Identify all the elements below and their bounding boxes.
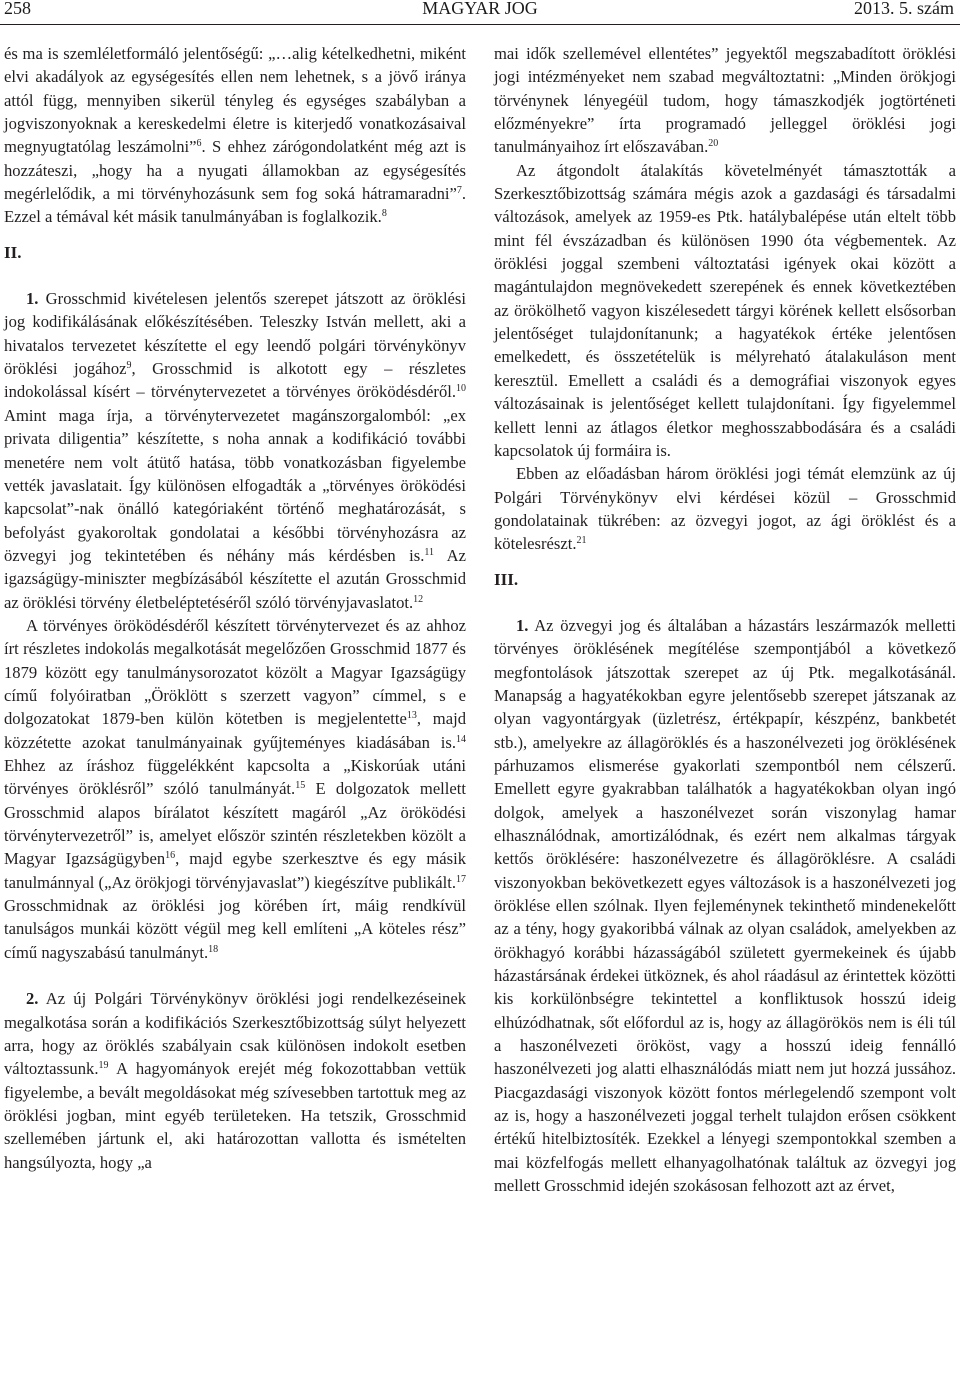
page-number: 258 <box>4 0 31 18</box>
footnote-ref: 15 <box>295 780 306 792</box>
left-column <box>4 42 466 1174</box>
footnote-ref: 14 <box>456 733 466 745</box>
footnote-ref: 13 <box>406 710 417 722</box>
right-column <box>494 42 956 1198</box>
paragraph-transformation: Az átgondolt átalakítás követelményét támasztották a Szerkesztőbizottság számára mégis azok a gazdasági és társadalmi változások, amelyek az 1959-es Ptk. hatálybalépése után eltelt több mint fél évszázadban és különösen 1990 óta végbementek. Az öröklési joggal szembeni változtatási igények okai között a magántulajdon megnövekedett szerepének és ennek következtében az örökölhető vagyon kiszélesedett tárgyi körének kellett elsősorban jelentőséget tulajdonítanunk; a hagyatékok értéke jelentősen emelkedett, és összetételük is mélyreható átalakuláson ment keresztül. Emellett a családi és a demográfiai viszonyok egyes változásainak is jelentőséget kellett tulajdonítani. Így figyelemmel kellett lenni az átlagos életkor meghosszabbodására és a családi kapcsolatok új formáira is. <box>494 160 956 460</box>
footnote-ref: 19 <box>98 1060 109 1072</box>
footnote-ref: 6 <box>196 138 202 150</box>
section-heading-iii: III. <box>494 569 519 589</box>
page-header <box>0 0 960 24</box>
header-rule <box>0 24 960 25</box>
footnote-ref: 17 <box>456 873 466 885</box>
footnote-ref: 8 <box>381 208 387 220</box>
section-heading-ii: II. <box>4 242 22 262</box>
journal-title: MAGYAR JOG <box>422 0 538 18</box>
footnote-ref: 10 <box>456 383 466 395</box>
paragraph-iii-1: 1. Az özvegyi jog és általában a házastárs leszármazók melletti törvényes öröklésének megítélése szempontjából a következő megfontolások játszottak szerepet az új Ptk. megalkotásánál. Manapság a hagyatékokban egyre jelentősebb szerepet játszanak az olyan vagyontárgyak (üzletrész, értékpapír, készpénz, bankbetét stb.), amelyekre az állagöröklés és a haszonélvezeti jog öröklésének párhuzamos elismerése gyakorlati szempontból nem célszerű. Emellett egyre gyakrabban találhatók a hagyatékokban olyan ingó dolgok, amelyek a haszonélvezet során viszonylag hamar elhasználódnak, amortizálódnak, és ezért nem alkalmas tárgyak kettős öröklésére: haszonélvezetre és állagöröklésre. A családi viszonyokban bekövetkezett egyes változások is a haszonélvezeti jog öröklése ellen szólnak. Ilyen fejleménynek tekinthető mindenekelőtt az a tény, hogy gyakoribbá válnak az olyan családok, amelyekben az örökhagyó korábbi házasságából született gyermekeinek és újabb házastársának érdekei ütköznek, és ahol ráadásul az érintettek közötti kis korkülönbségre tekintettel a konfliktusok hosszú ideig elhúzódhatnak, sőt előfordul az is, hogy az állagörökös nem is éli túl a haszonélvezeti örököst, vagy a hosszú ideig fennálló haszonélvezeti jog alatti elhasználódás miatt nem jut hozzá jussához. Piacgazdasági viszonyok között fontos mérlegelendő szempont volt az is, hogy a haszonélvezeti joggal terhelt tulajdon erősen csökkent értékű hitelbiztosíték. Ezekkel a lényegi szempontokkal szemben a mai közfelfogás mellett elhanyagolhatónak találtuk az özvegyi jog mellett Grosschmid idején szokásosan felhozott azt az érvet, <box>494 615 956 1196</box>
paragraph-ii-1b: A törvényes öröködésdéről készített törvénytervezet és az ahhoz írt részletes indokolás megalkotását megelőzően Grosschmid 1877 és 1879 között egy tanulmánysorozatot közölt a Magyar Igazságügy című folyóiratban „Öröklött s szerzett vagyon” címmel, s e dolgozatokat 1879-ben külön kötetben is megjelentette$^{13}$, majd közzétette azokat tanulmányainak gyűjteményes kiadásában is.$^{14}$ Ehhez az íráshoz függelékként kapcsolta a „Kiskorúak utáni törvényes öröklésről” szóló tanulmányát.$^{15}$ E dolgozatok mellett Grosschmid alapos bírálatot készített magáról „Az öröködési törvénytervezetről” is, amelyet először szintén részletekben közölt a Magyar Igazságügyben$^{16}$, majd egybe szerkesztve és egy másik tanulmánnyal („Az örökjogi törvényjavaslat”) kiegészítve publikált.$^{17}$ Grosschmidnak az öröklési jog körében írt, máig rendkívül tanulságos munkái között végül meg kell említeni „A köteles rész” című nagyszabású tanulmányt.$^{18}$ <box>4 615 466 962</box>
footnote-ref: 16 <box>165 850 176 862</box>
footnote-ref: 20 <box>708 138 719 150</box>
issue-label: 2013. 5. szám <box>854 0 954 18</box>
paragraph-ii-1: 1. Grosschmid kivételesen jelentős szerepet játszott az öröklési jog kodifikálásának előkészítésében. Teleszky István mellett, aki a hivatalos tervezetet készítette el egy leendő polgári törvénykönyv öröklési jogához$^9$, Grosschmid is alkotott egy – részletes indokolással kísért – törvénytervezetet a törvényes öröködésdéről.$^{10}$ Amint maga írja, a törvénytervezetet magánszorgalomból: „ex privata diligentia” készítette, s noha annak a kodifikáció további menetére nem volt átütő hatása, több vonatkozásban figyelembe vették javaslatait. Így különösen elfogadták a „törvényes öröködési kapcsolat”-nak önálló kategóriaként történő meghatározását, s befolyást gyakoroltak gondolatai a későbbi törvényhozásra az özvegyi jog tekintetében és néhány más kérdésben is.$^{11}$ Az igazságügy-miniszter megbízásából készítette el azután Grosschmid az öröklési törvény életbeléptetéséről szóló törvényjavaslatot.$^{12}$ <box>4 289 466 612</box>
paragraph-topics: Ebben az előadásban három öröklési jogi témát elemzünk az új Polgári Törvénykönyv elvi kérdései közül – Grosschmid gondolatainak tükrében: az özvegyi jogot, az ági öröklést és a kötelesrészt.$^{21}$ <box>494 464 956 554</box>
footnote-ref: 12 <box>413 593 424 605</box>
paragraph-intro: és ma is szemléletformáló jelentőségű: „…alig kételkedhetni, miként elvi akadályok az egységesítés ellen nem lehetnek, s a jövő iránya attól függ, mennyiben sikerül tényleg és egységes szabályban a jogviszonyoknak a kereskedelmi életre is kiterjedő vonatkozásaival megnyugtatólag leszámolni”$^6$. S ehhez zárógondolatként még azt is hozzáteszi, „hogy ha a nyugati államokban az egységesítés megérlelődik, a mi törvényhozásunk sem fog soká hátramaradni”$^7$. Ezzel a témával két másik tanulmányában is foglalkozik.$^8$ <box>4 44 466 227</box>
footnote-ref: 18 <box>208 943 219 955</box>
footnote-ref: 9 <box>126 360 132 372</box>
footnote-ref: 21 <box>576 535 587 547</box>
paragraph-continued: mai idők szellemével ellentétes” jegyektől megszabadított öröklési jogi intézményeket nem szabad megváltoztatni: „Minden örökjogi törvénynek lényegéül tudom, hogy támaszkodjék jogtörténeti előzményekre” írta programadó jelleggel öröklési jogi tanulmányaihoz írt előszavában.$^{20}$ <box>494 44 956 157</box>
paragraph-ii-2: 2. Az új Polgári Törvénykönyv öröklési jogi rendelkezéseinek megalkotása során a kodifikációs Szerkesztőbizottság súlyt helyezett arra, hogy az öröklés szabályain csak különösen indokolt esetben változtassunk.$^{19}$ A hagyományok erejét még fokozottabban vettük figyelembe, a bevált megoldásokat még szívesebben tartottuk meg az öröklési jogban, mint egyéb területeken. Ha tetszik, Grosschmid szellemében jártunk el, aki határozottan vallotta és ismételten hangsúlyozta, hogy „a <box>4 989 466 1172</box>
footnote-ref: 11 <box>424 546 435 558</box>
footnote-ref: 7 <box>456 185 462 197</box>
